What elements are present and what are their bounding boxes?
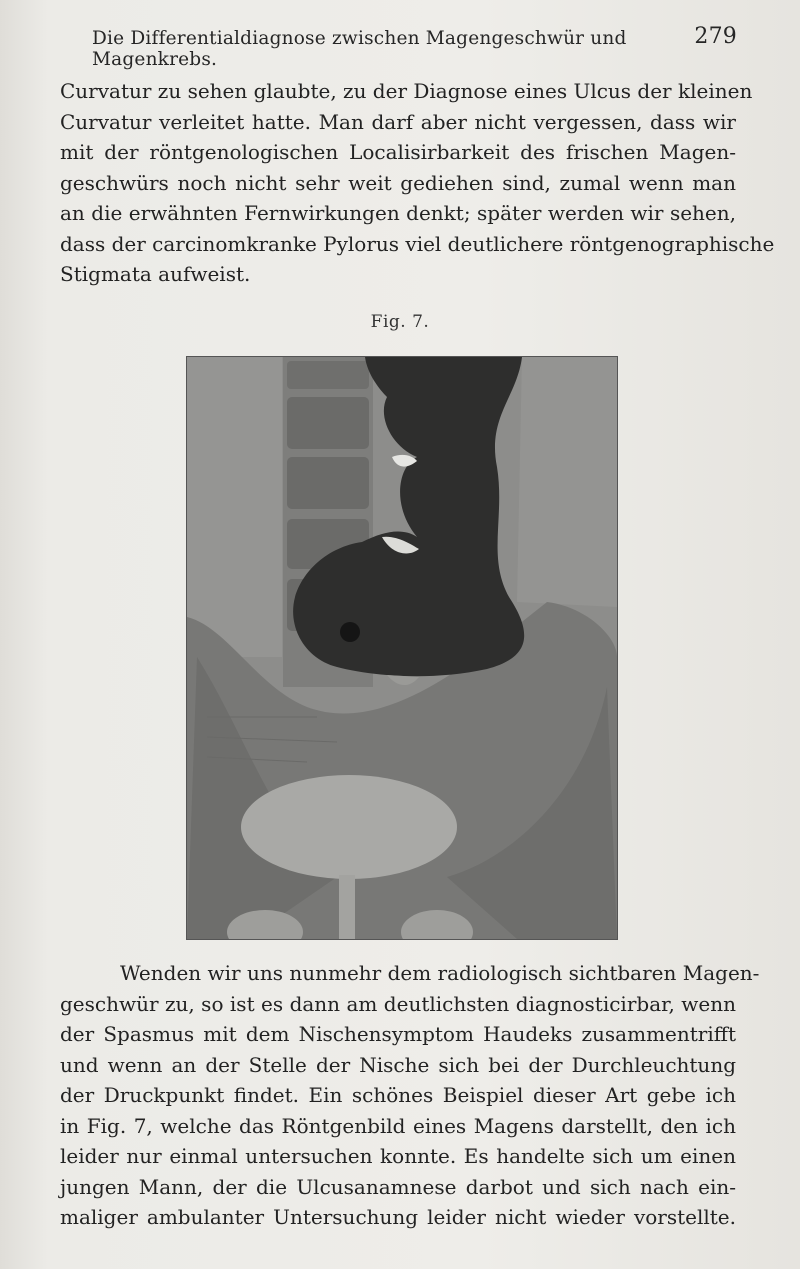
text-line: der Spasmus mit dem Nischensymptom Haudeks zusammentrifft: [60, 1022, 736, 1046]
text-line: Wenden wir uns nunmehr dem radiologisch sichtbaren Magen-: [120, 961, 760, 985]
figure-label: Fig. 7.: [370, 312, 430, 332]
text-line: Curvatur zu sehen glaubte, zu der Diagnose eines Ulcus der kleinen: [60, 79, 753, 103]
text-line: maliger ambulanter Untersuchung leider nicht wieder vorstellte.: [60, 1205, 736, 1229]
text-line: mit der röntgenologischen Localisirbarkeit des frischen Magen-: [60, 140, 736, 164]
running-head: [92, 24, 737, 70]
text-line: geschwür zu, so ist es dann am deutlichsten diagnosticirbar, wenn: [60, 991, 736, 1016]
text-line: Stigmata aufweist.: [60, 262, 251, 286]
running-title: Die Differentialdiagnose zwischen Magengeschwür und Magenkrebs.: [92, 28, 627, 70]
paragraph-1: [60, 76, 775, 290]
text-line: in Fig. 7, welche das Röntgenbild eines Magens darstellt, den ich: [60, 1113, 736, 1138]
page-number: 279: [694, 24, 737, 49]
xray-figure: [186, 356, 618, 940]
text-line: jungen Mann, der die Ulcusanamnese darbot und sich nach ein-: [60, 1174, 736, 1199]
text-line: geschwürs noch nicht sehr weit gediehen sind, zumal wenn man: [60, 170, 736, 195]
text-line: dass der carcinomkranke Pylorus viel deutlichere röntgenographische: [60, 231, 775, 256]
paragraph-2: [60, 958, 760, 1233]
text-line: leider nur einmal untersuchen konnte. Es handelte sich um einen: [60, 1144, 736, 1168]
xray-illustration: [187, 357, 617, 939]
text-line: der Druckpunkt findet. Ein schönes Beispiel dieser Art gebe ich: [60, 1083, 736, 1107]
text-line: an die erwähnten Fernwirkungen denkt; später werden wir sehen,: [60, 201, 736, 225]
text-line: Curvatur verleitet hatte. Man darf aber nicht vergessen, dass wir: [60, 109, 736, 134]
text-line: und wenn an der Stelle der Nische sich bei der Durchleuchtung: [60, 1052, 736, 1077]
